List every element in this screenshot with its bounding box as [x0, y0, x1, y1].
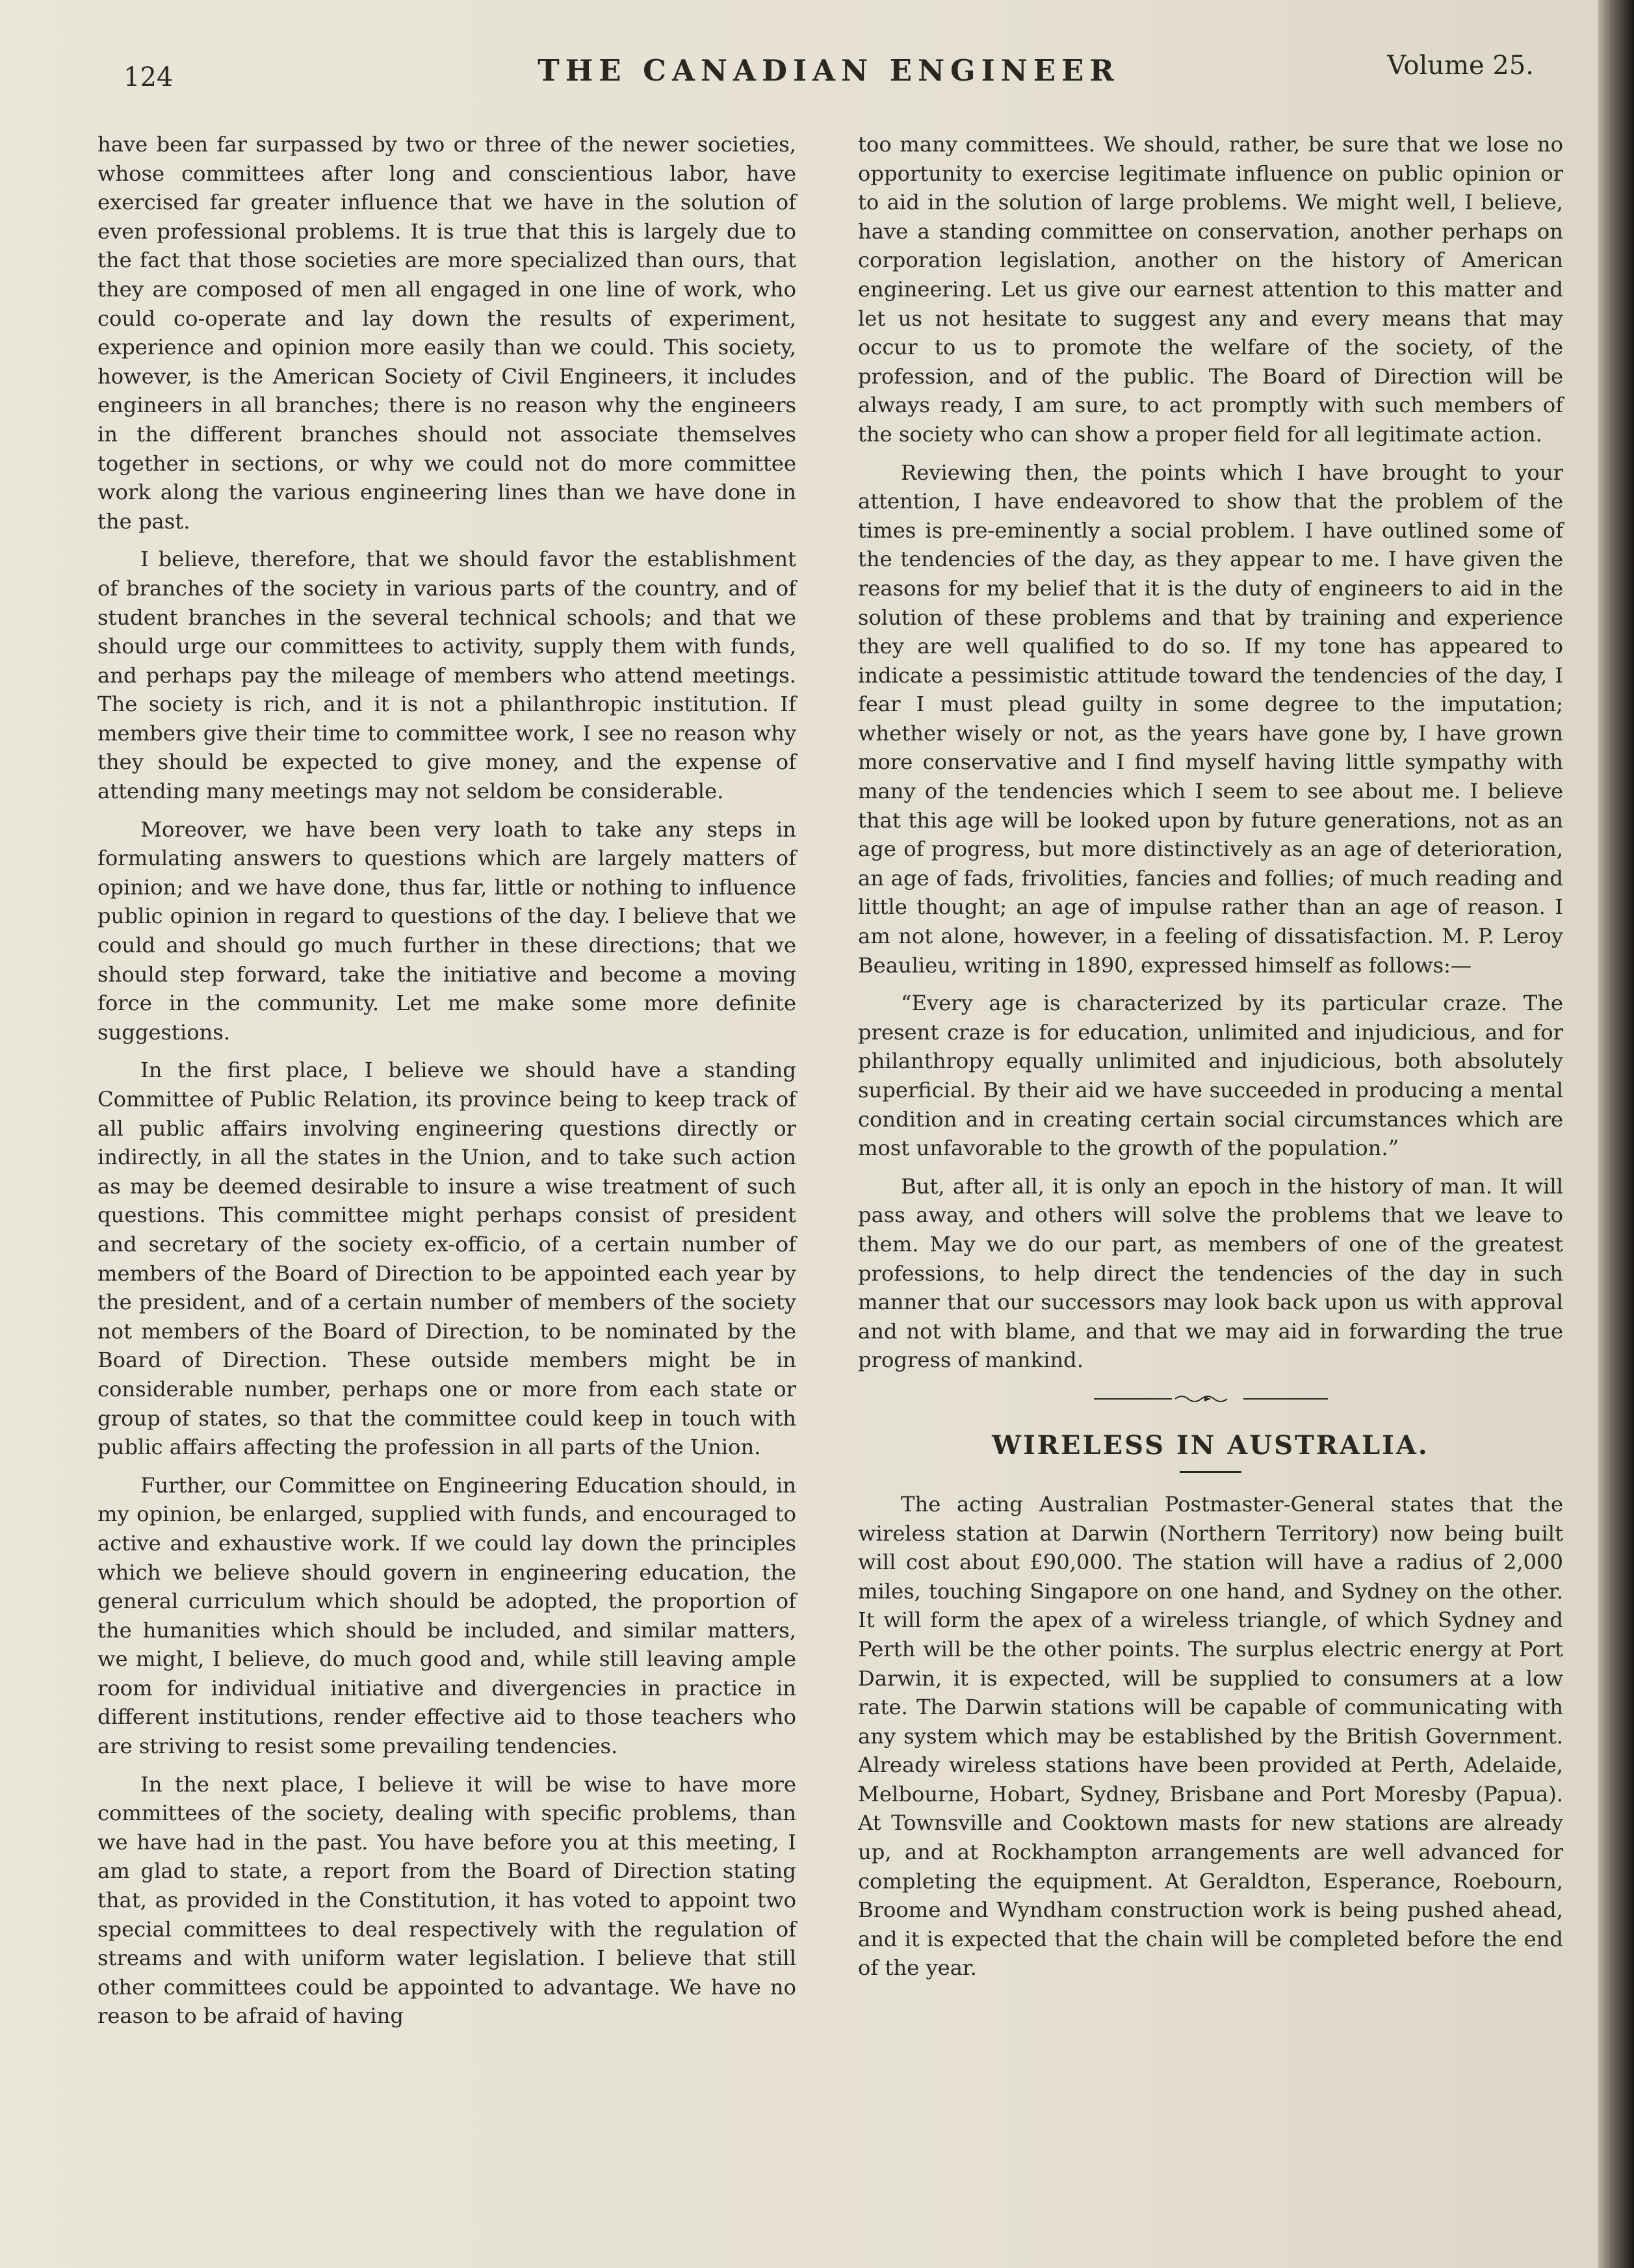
paragraph: In the next place, I believe it will be wise to have more committees of the society, dealing with specific problems, than we have had in the past. You have before you at this meeting, I am glad to state, a report from the Board of Direction stating that, as provided in the Constitution, it has voted to appoint two special committees to deal respectively with the regulation of streams and with uniform water legislation. I believe that still other committees could be appointed to advantage. We have no reason to be afraid of having — [97, 1771, 796, 2029]
article-body: The acting Australian Postmaster-General states that the wireless station at Darwin (Northern Territory) now being built will cost about £90,000. The station will have a radius of 2,000 miles, touching Singapore on one hand, and Sydney on the other. It will form the apex of a wireless triangle, of which Sydney and Perth will be the other points. The surplus electric energy at Port Darwin, it is expected, will be supplied to consumers at a low rate. The Darwin stations will be capable of communicating with any system which may be established by the British Government. Already wireless stations have been provided at Perth, Adelaide, Melbourne, Hobart, Sydney, Brisbane and Port Moresby (Papua). At Townsville and Cooktown masts for new stations are already up, and at Rockhampton arrangements are well advanced for completing the equipment. At Geraldton, Esperance, Roebourn, Broome and Wyndham construction work is being pushed ahead, and it is expected that the chain will be completed before the end of the year. — [858, 1491, 1563, 1981]
page-number: 124 — [123, 62, 174, 92]
section-divider-ornament — [858, 1384, 1563, 1397]
title-rule — [1180, 1471, 1241, 1473]
page-header — [123, 51, 1534, 96]
left-column — [97, 130, 796, 2040]
quotation-paragraph: “Every age is characterized by its particular craze. The present craze is for education, unlimited and injudicious, and for philanthropy equally unlimited and injudicious, both absolutely superficial. By their aid we have succeeded in producing a mental condition and in creating certain social circumstances which are most unfavorable to the growth of the population.” — [858, 991, 1563, 1161]
paragraph: I believe, therefore, that we should favor the establishment of branches of the society in various parts of the country, and of student branches in the several technical schools; and that we should urge our committees to activity, supply them with funds, and perhaps pay the mileage of members who attend meetings. The society is rich, and it is not a philanthropic institution. If members give their time to committee work, I see no reason why they should be expected to give money, and the expense of attending many meetings may not seldom be considerable. — [97, 547, 796, 804]
paragraph: Further, our Committee on Engineering Education should, in my opinion, be enlarged, supplied with funds, and encouraged to active and exhaustive work. If we could lay down the principles which we believe should govern in engineering education, the general curriculum which should be adopted, the proportion of the humanities which should be included, and similar matters, we might, I believe, do much good and, while still leaving ample room for individual initiative and divergencies in practice in different institutions, render effective aid to those teachers who are striving to resist some prevailing tendencies. — [97, 1472, 796, 1759]
binding-edge — [1598, 0, 1634, 2268]
volume-label: Volume 25. — [1387, 51, 1534, 81]
right-column — [858, 130, 1563, 1992]
paragraph: Reviewing then, the points which I have brought to your attention, I have endeavored to show that the problem of the times is pre-eminently a social problem. I have outlined some of the tendencies of the day, as they appear to me. I have given the reasons for my belief that it is the duty of engineers to aid in the solution of these problems and that by training and experience they are well qualified to do so. If my tone has appeared to indicate a pessimistic attitude toward the tendencies of the day, I fear I must plead guilty in some degree to the imputation; whether wisely or not, as the years have gone by, I have grown more conservative and I find myself having little sympathy with many of the tendencies which I seem to see about me. I believe that this age will be looked upon by future generations, not as an age of progress, but more distinctively as an age of deterioration, an age of fads, frivolities, fancies and follies; of much reading and little thought; an age of impulse rather than an age of reason. I am not alone, however, in a feeling of dissatisfaction. M. P. Leroy Beaulieu, writing in 1890, expressed himself as follows:— — [858, 460, 1563, 978]
paragraph: too many committees. We should, rather, be sure that we lose no opportunity to exercise legitimate influence on public opinion or to aid in the solution of large problems. We might well, I believe, have a standing committee on conservation, another perhaps on corporation legislation, another on the history of American engineering. Let us give our earnest attention to this matter and let us not hesitate to suggest any and every means that may occur to us to promote the welfare of the society, of the profession, and of the public. The Board of Direction will be always ready, I am sure, to act promptly with such members of the society who can show a proper field for all legitimate action. — [858, 132, 1563, 447]
paragraph: But, after all, it is only an epoch in the history of man. It will pass away, and others will solve the problems that we leave to them. May we do our part, as members of one of the greatest professions, to help direct the tendencies of the day in such manner that our successors may look back upon us with approval and not with blame, and that we may aid in forwarding the true progress of mankind. — [858, 1173, 1563, 1373]
paragraph: In the first place, I believe we should have a standing Committee of Public Relation, its province being to keep track of all public affairs involving engineering questions directly or indirectly, in all the states in the Union, and to take such action as may be deemed desirable to insure a wise treatment of such questions. This committee might perhaps consist of president and secretary of the society ex-officio, of a certain number of members of the Board of Direction to be appointed each year by the president, and of a certain number of members of the society not members of the Board of Direction, to be nominated by the Board of Direction. These outside members might be in considerable number, perhaps one or more from each state or group of states, so that the committee could keep in touch with public affairs affecting the profession in all parts of the Union. — [97, 1058, 796, 1460]
paragraph: have been far surpassed by two or three of the newer societies, whose committees after long and conscientious labor, have exercised far greater influence that we have in the solution of even professional problems. It is true that this is largely due to the fact that those societies are more specialized than ours, that they are composed of men all engaged in one line of work, who could co-operate and lay down the results of experiment, experience and opinion more easily than we could. This society, however, is the American Society of Civil Engineers, it includes engineers in all branches; there is no reason why the engineers in the different branches should not associate themselves together in sections, or why we could not do more committee work along the various engineering lines than we have done in the past. — [97, 132, 796, 534]
journal-title: THE CANADIAN ENGINEER — [538, 53, 1120, 88]
article-title: WIRELESS IN AUSTRALIA. — [992, 1429, 1429, 1461]
paragraph: Moreover, we have been very loath to take any steps in formulating answers to questions which are largely matters of opinion; and we have done, thus far, little or nothing to influence public opinion in regard to questions of the day. I believe that we could and should go much further in these directions; that we should step forward, take the initiative and become a moving force in the community. Let me make some more definite suggestions. — [97, 816, 796, 1045]
